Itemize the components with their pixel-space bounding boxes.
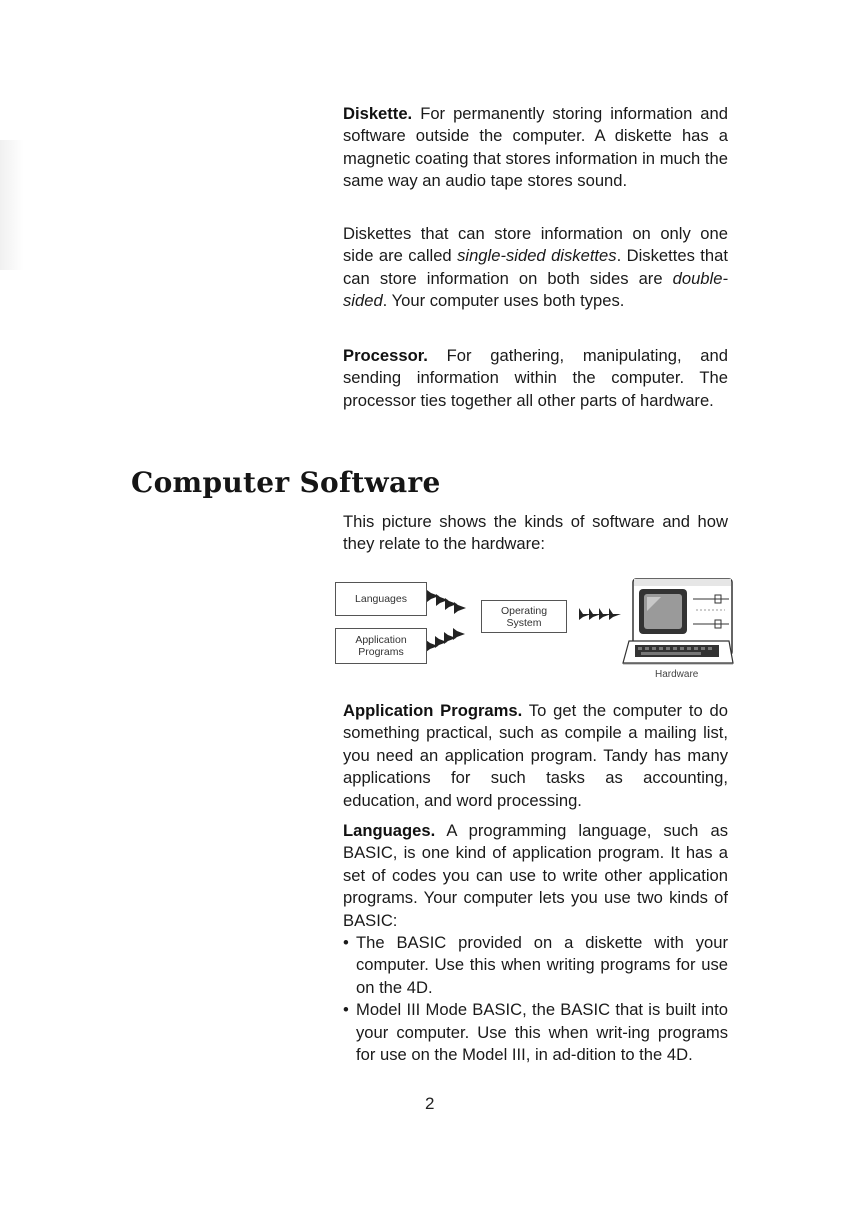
diskette-definition [343,103,728,193]
bullet-symbol: • [343,933,349,953]
application-programs-box [335,628,427,664]
application-programs-label: Application Programs [355,634,407,658]
bullet-item [343,999,728,1066]
arrows-application-to-os [426,628,465,652]
bullet-symbol: • [343,1000,349,1020]
languages-text: A programming language, such as BASIC, is one kind of application program. It has a set of codes you can use to write other application programs. Your computer lets you use two kinds of BASIC: [343,821,728,930]
languages-term: Languages. [343,821,436,840]
bullet-text-1: The BASIC provided on a diskette with your computer. Use this when writing programs for use on the 4D. [356,933,728,997]
application-programs-term: Application Programs. [343,701,523,720]
arrows-languages-to-os [427,590,466,614]
bullet-text-2: Model III Mode BASIC, the BASIC that is built into your computer. Use this when writ-ing programs for use on the Model III, in ad-dition to the 4D. [356,1000,728,1065]
languages-definition [343,820,728,1066]
diskette-types-paragraph [343,223,728,313]
intro-text: This picture shows the kinds of software and how they relate to the hardware: [343,512,728,554]
hardware-label: Hardware [655,669,699,680]
diskette-types-text-2: . Diskettes that can store information on both sides are [343,246,728,288]
languages-label: Languages [355,593,407,605]
single-sided-term: single-sided diskettes [457,246,617,266]
diskette-text: For permanently storing information and software outside the computer. A diskette has a magnetic coating that stores information in much the same way an audio tape stores sound. [343,104,728,191]
software-hardware-diagram [333,575,735,685]
section-heading: Computer Software [131,466,441,499]
application-programs-text: To get the computer to do something practical, such as compile a mailing list, you need an application program. Tandy has many applications for such tasks as accounting, education, and word processing. [343,701,729,810]
computer-illustration [623,579,733,664]
arrows-os-to-hardware [579,608,621,620]
operating-system-label: Operating System [500,604,548,629]
double-sided-term: double-sided [343,268,728,311]
bullet-item [343,932,728,999]
application-programs-definition [343,700,728,812]
diskette-term: Diskette. [343,104,413,123]
page-number: 2 [425,1094,435,1113]
diskette-types-text-3: . Your computer uses both types. [382,291,625,311]
processor-term: Processor. [343,346,428,365]
processor-text: For gathering, manipulating, and sending information within the computer. The processor ties together all other parts of hardware. [343,346,728,410]
languages-box [335,582,427,616]
diskette-types-text-1: Diskettes that can store information on only one side are called [343,224,728,266]
operating-system-box [481,600,567,633]
processor-definition [343,345,728,412]
software-intro [343,511,728,556]
scan-shadow [0,140,24,270]
